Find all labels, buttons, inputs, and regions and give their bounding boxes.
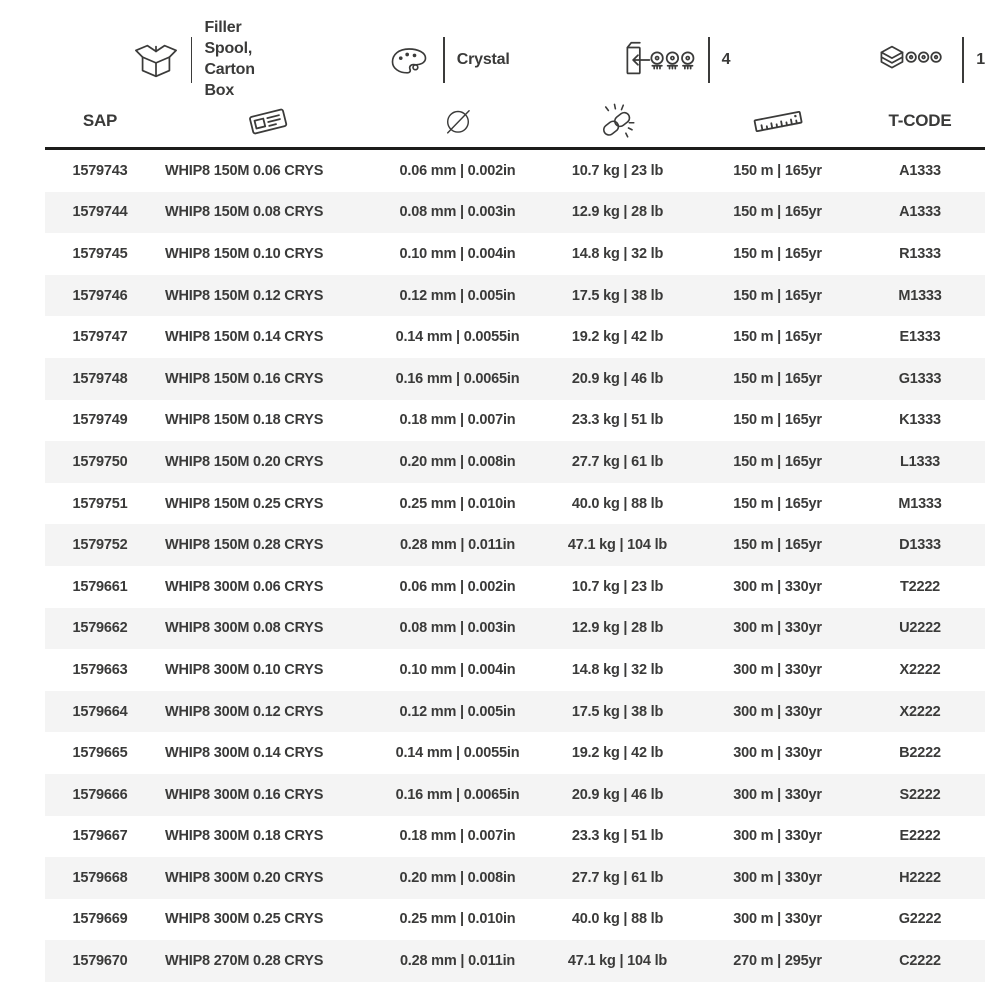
table-row: [45, 233, 985, 275]
table-row: [45, 483, 985, 525]
tcode-cell: G2222: [898, 911, 942, 928]
tcode-cell: X2222: [899, 703, 941, 720]
tcode-cell: M1333: [898, 495, 942, 512]
tcode-cell: L1333: [899, 453, 941, 470]
spools-per-box-spec: [622, 37, 731, 83]
tcode-cell: E1333: [899, 329, 941, 346]
length-cell: 150 m | 165yr: [733, 287, 822, 304]
diameter-cell: 0.16 mm | 0.0065in: [395, 370, 520, 387]
strength-cell: 12.9 kg | 28 lb: [571, 204, 664, 221]
spec-divider: [962, 37, 964, 83]
diameter-cell: 0.16 mm | 0.0065in: [395, 786, 520, 803]
table-row: [45, 691, 985, 733]
sap-cell: 1579664: [72, 703, 128, 720]
strength-cell: 19.2 kg | 42 lb: [571, 745, 664, 762]
tcode-cell: X2222: [899, 661, 941, 678]
product-name-cell: WHIP8 150M 0.14 CRYS: [165, 329, 324, 346]
sap-cell: 1579745: [72, 245, 128, 262]
length-cell: 150 m | 165yr: [733, 370, 822, 387]
tcode-cell: C2222: [899, 953, 941, 970]
product-name-cell: WHIP8 300M 0.18 CRYS: [165, 828, 324, 845]
length-cell: 300 m | 330yr: [733, 620, 822, 637]
diameter-cell: 0.10 mm | 0.004in: [399, 245, 516, 262]
diameter-cell: 0.10 mm | 0.004in: [399, 661, 516, 678]
diameter-cell: 0.06 mm | 0.002in: [399, 162, 516, 179]
diameter-cell: 0.14 mm | 0.0055in: [395, 329, 520, 346]
tcode-cell: A1333: [899, 162, 941, 179]
color-value: Crystal: [456, 51, 510, 68]
carton-box-icon: [133, 37, 179, 83]
packaging-spec: [133, 18, 269, 101]
table-row: [45, 400, 985, 442]
product-name-cell: WHIP8 300M 0.14 CRYS: [165, 745, 324, 762]
diameter-cell: 0.28 mm | 0.011in: [399, 953, 516, 970]
table-body: [45, 150, 985, 982]
length-cell: 150 m | 165yr: [733, 412, 822, 429]
diameter-cell: 0.28 mm | 0.011in: [399, 537, 516, 554]
strength-cell: 20.9 kg | 46 lb: [571, 370, 664, 387]
strength-cell: 40.0 kg | 88 lb: [571, 495, 664, 512]
sap-cell: 1579752: [72, 537, 128, 554]
tcode-cell: H2222: [899, 869, 941, 886]
strength-cell: 47.1 kg | 104 lb: [567, 537, 668, 554]
tcode-cell: R1333: [899, 245, 941, 262]
product-name-cell: WHIP8 150M 0.20 CRYS: [165, 453, 324, 470]
sap-cell: 1579749: [72, 412, 128, 429]
length-cell: 270 m | 295yr: [733, 953, 822, 970]
length-cell: 300 m | 330yr: [733, 786, 822, 803]
sap-cell: 1579747: [72, 329, 128, 346]
strength-cell: 10.7 kg | 23 lb: [571, 162, 664, 179]
sap-cell: 1579669: [72, 911, 128, 928]
table-row: [45, 940, 985, 982]
tcode-cell: G1333: [898, 370, 942, 387]
table-row: [45, 358, 985, 400]
tcode-cell: E2222: [899, 828, 941, 845]
diameter-cell: 0.08 mm | 0.003in: [399, 204, 516, 221]
tcode-cell: B2222: [899, 745, 941, 762]
spools-per-carton-icon: [878, 37, 950, 83]
sap-cell: 1579670: [72, 953, 128, 970]
product-name-cell: WHIP8 270M 0.28 CRYS: [165, 953, 324, 970]
product-name-cell: WHIP8 300M 0.16 CRYS: [165, 786, 324, 803]
tcode-cell: S2222: [899, 786, 941, 803]
tcode-cell: M1333: [898, 287, 942, 304]
strength-cell: 14.8 kg | 32 lb: [571, 661, 664, 678]
column-header-tcode: T-CODE: [888, 111, 952, 130]
sap-cell: 1579663: [72, 661, 128, 678]
product-name-cell: WHIP8 300M 0.10 CRYS: [165, 661, 324, 678]
product-name-cell: WHIP8 300M 0.25 CRYS: [165, 911, 324, 928]
length-cell: 300 m | 330yr: [733, 578, 822, 595]
sap-cell: 1579746: [72, 287, 128, 304]
strength-cell: 10.7 kg | 23 lb: [571, 578, 664, 595]
diameter-cell: 0.20 mm | 0.008in: [399, 453, 516, 470]
color-spec: [387, 37, 510, 83]
boxes-per-carton-spec: [878, 37, 985, 83]
product-name-cell: WHIP8 150M 0.06 CRYS: [165, 162, 324, 179]
packaging-label: Filler Spool, Carton Box: [204, 19, 255, 99]
table-row: [45, 857, 985, 899]
table-row: [45, 316, 985, 358]
tcode-cell: T2222: [899, 578, 941, 595]
sap-cell: 1579750: [72, 453, 128, 470]
product-label-icon: [155, 101, 380, 141]
length-cell: 150 m | 165yr: [733, 204, 822, 221]
tcode-cell: K1333: [899, 412, 941, 429]
table-row: [45, 192, 985, 234]
tcode-cell: A1333: [899, 204, 941, 221]
table-header: [45, 95, 985, 150]
tcode-cell: U2222: [899, 620, 941, 637]
spools-per-box-value: 4: [721, 51, 731, 68]
diameter-cell: 0.20 mm | 0.008in: [399, 869, 516, 886]
table-row: [45, 150, 985, 192]
sap-cell: 1579668: [72, 869, 128, 886]
diameter-cell: 0.25 mm | 0.010in: [399, 911, 516, 928]
product-name-cell: WHIP8 150M 0.10 CRYS: [165, 245, 324, 262]
table-row: [45, 608, 985, 650]
strength-cell: 12.9 kg | 28 lb: [571, 620, 664, 637]
diameter-cell: 0.06 mm | 0.002in: [399, 578, 516, 595]
sap-cell: 1579751: [72, 495, 128, 512]
product-name-cell: WHIP8 300M 0.20 CRYS: [165, 869, 324, 886]
strength-cell: 40.0 kg | 88 lb: [571, 911, 664, 928]
diameter-cell: 0.18 mm | 0.007in: [399, 412, 516, 429]
product-name-cell: WHIP8 150M 0.12 CRYS: [165, 287, 324, 304]
sap-cell: 1579665: [72, 745, 128, 762]
sap-cell: 1579748: [72, 370, 128, 387]
product-name-cell: WHIP8 300M 0.08 CRYS: [165, 620, 324, 637]
spools-per-box-icon: [622, 37, 696, 83]
breaking-strain-icon: [535, 100, 700, 142]
diameter-cell: 0.12 mm | 0.005in: [399, 287, 516, 304]
strength-cell: 27.7 kg | 61 lb: [571, 453, 664, 470]
strength-cell: 47.1 kg | 104 lb: [567, 953, 668, 970]
length-cell: 150 m | 165yr: [733, 495, 822, 512]
top-spec-strip: [45, 19, 985, 99]
color-palette-icon: [387, 38, 431, 82]
boxes-per-carton-value: 1: [976, 51, 985, 68]
strength-cell: 23.3 kg | 51 lb: [571, 412, 664, 429]
table-row: [45, 275, 985, 317]
length-cell: 300 m | 330yr: [733, 869, 822, 886]
table-row: [45, 566, 985, 608]
sap-cell: 1579666: [72, 786, 128, 803]
length-cell: 150 m | 165yr: [733, 329, 822, 346]
product-name-cell: WHIP8 150M 0.08 CRYS: [165, 204, 324, 221]
spec-divider: [191, 37, 192, 83]
product-name-cell: WHIP8 150M 0.28 CRYS: [165, 537, 324, 554]
diameter-icon: [380, 102, 535, 140]
table-row: [45, 524, 985, 566]
column-header-sap: SAP: [82, 111, 118, 130]
strength-cell: 20.9 kg | 46 lb: [571, 786, 664, 803]
length-ruler-icon: [700, 101, 855, 141]
diameter-cell: 0.14 mm | 0.0055in: [395, 745, 520, 762]
product-name-cell: WHIP8 150M 0.25 CRYS: [165, 495, 324, 512]
strength-cell: 19.2 kg | 42 lb: [571, 329, 664, 346]
length-cell: 300 m | 330yr: [733, 828, 822, 845]
strength-cell: 27.7 kg | 61 lb: [571, 869, 664, 886]
length-cell: 150 m | 165yr: [733, 245, 822, 262]
sap-cell: 1579667: [72, 828, 128, 845]
table-row: [45, 899, 985, 941]
sap-cell: 1579743: [72, 162, 128, 179]
product-name-cell: WHIP8 300M 0.06 CRYS: [165, 578, 324, 595]
spec-sheet: [45, 19, 985, 982]
product-name-cell: WHIP8 150M 0.18 CRYS: [165, 412, 324, 429]
strength-cell: 14.8 kg | 32 lb: [571, 245, 664, 262]
length-cell: 150 m | 165yr: [733, 162, 822, 179]
diameter-cell: 0.18 mm | 0.007in: [399, 828, 516, 845]
spec-divider: [708, 37, 710, 83]
table-row: [45, 774, 985, 816]
table-row: [45, 732, 985, 774]
strength-cell: 23.3 kg | 51 lb: [571, 828, 664, 845]
diameter-cell: 0.25 mm | 0.010in: [399, 495, 516, 512]
diameter-cell: 0.08 mm | 0.003in: [399, 620, 516, 637]
length-cell: 300 m | 330yr: [733, 703, 822, 720]
length-cell: 150 m | 165yr: [733, 537, 822, 554]
tcode-cell: D1333: [899, 537, 941, 554]
product-name-cell: WHIP8 150M 0.16 CRYS: [165, 370, 324, 387]
table-row: [45, 441, 985, 483]
spec-divider: [443, 37, 445, 83]
product-name-cell: WHIP8 300M 0.12 CRYS: [165, 703, 324, 720]
sap-cell: 1579744: [72, 204, 128, 221]
length-cell: 300 m | 330yr: [733, 661, 822, 678]
length-cell: 300 m | 330yr: [733, 911, 822, 928]
strength-cell: 17.5 kg | 38 lb: [571, 287, 664, 304]
length-cell: 150 m | 165yr: [733, 453, 822, 470]
table-row: [45, 649, 985, 691]
table-row: [45, 816, 985, 858]
strength-cell: 17.5 kg | 38 lb: [571, 703, 664, 720]
length-cell: 300 m | 330yr: [733, 745, 822, 762]
diameter-cell: 0.12 mm | 0.005in: [399, 703, 516, 720]
sap-cell: 1579662: [72, 620, 128, 637]
sap-cell: 1579661: [72, 578, 128, 595]
